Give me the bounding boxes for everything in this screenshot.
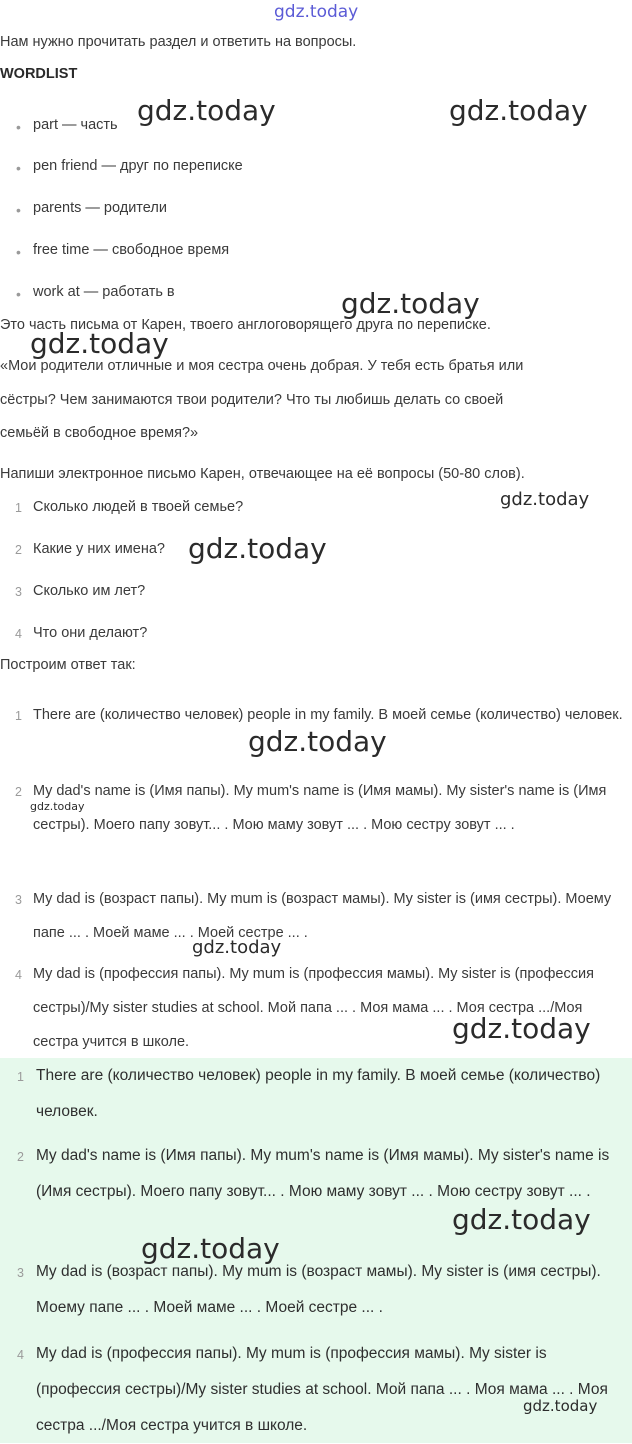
bullet-icon: • — [16, 119, 21, 135]
item-number: 3 — [15, 585, 22, 599]
wordlist-item: parents — родители — [33, 200, 167, 216]
plan-item-text: My dad is (профессия папы). My mum is (профессия мамы). My sister is (профессия сестры)/My sister studies at school. Мой папа ... . Моя мама ... . Моя сестра .../Моя сестра учится в школе. — [33, 966, 594, 1050]
item-number: 1 — [17, 1070, 24, 1084]
answer-block — [0, 1058, 632, 1443]
intro-text: Нам нужно прочитать раздел и ответить на вопросы. — [0, 34, 357, 50]
plan-item-text: My dad's name is (Имя папы). My mum's name is (Имя мамы). My sister's name is (Имя сестры). Моего папу зовут... . Мою маму зовут ... . Мою сестру зовут ... . — [33, 783, 607, 833]
letter-line: семьёй в свободное время?» — [0, 425, 199, 441]
bullet-icon: • — [16, 286, 21, 302]
task-text: Напиши электронное письмо Карен, отвечающее на её вопросы (50-80 слов). — [0, 466, 525, 482]
plan-title: Построим ответ так: — [0, 657, 136, 673]
watermark: gdz.today — [523, 1397, 598, 1415]
letter-line: сёстры? Чем занимаются твои родители? Что ты любишь делать со своей — [0, 392, 504, 408]
plan-item-text: My dad is (возраст папы). My mum is (возраст мамы). My sister is (имя сестры). Моему папе ... . Моей маме ... . Моей сестре ... . — [33, 891, 612, 941]
item-number: 2 — [15, 785, 22, 799]
item-number: 2 — [15, 543, 22, 557]
watermark: gdz.today — [141, 1232, 280, 1265]
answer-item-text: My dad is (возраст папы). My mum is (возраст мамы). My sister is (имя сестры). Моему папе ... . Моей маме ... . Моей сестре ... . — [36, 1263, 601, 1316]
letter-intro: Это часть письма от Карен, твоего англоговорящего друга по переписке. — [0, 317, 491, 333]
bullet-icon: • — [16, 160, 21, 176]
item-number: 1 — [15, 709, 22, 723]
item-number: 3 — [17, 1266, 24, 1280]
watermark: gdz.today — [449, 94, 588, 127]
question-text: Сколько им лет? — [33, 583, 146, 599]
question-text: Сколько людей в твоей семье? — [33, 499, 244, 515]
item-number: 3 — [15, 893, 22, 907]
bullet-icon: • — [16, 202, 21, 218]
question-text: Что они делают? — [33, 625, 148, 641]
item-number: 1 — [15, 501, 22, 515]
item-number: 4 — [15, 627, 22, 641]
watermark: gdz.today — [500, 489, 590, 510]
answer-item-text: My dad is (профессия папы). My mum is (профессия мамы). My sister is (профессия сестры)/My sister studies at school. Мой папа ... . Моя мама ... . Моя сестра .../Моя сестра учится в школе. — [36, 1345, 608, 1434]
letter-line: «Мои родители отличные и моя сестра очень добрая. У тебя есть братья или — [0, 358, 524, 374]
item-number: 4 — [17, 1348, 24, 1362]
wordlist-item: pen friend — друг по переписке — [33, 158, 243, 174]
watermark: gdz.today — [248, 725, 387, 758]
item-number: 4 — [15, 968, 22, 982]
watermark: gdz.today — [188, 532, 327, 565]
answer-item-text: My dad's name is (Имя папы). My mum's name is (Имя мамы). My sister's name is (Имя сестры). Моего папу зовут... . Мою маму зовут ... . Мою сестру зовут ... . — [36, 1147, 610, 1200]
wordlist-item: part — часть — [33, 117, 118, 133]
wordlist-item: free time — свободное время — [33, 242, 230, 258]
wordlist-item: work at — работать в — [33, 284, 175, 300]
bullet-icon: • — [16, 244, 21, 260]
watermark: gdz.today — [30, 800, 85, 813]
watermark: gdz.today — [192, 937, 282, 958]
watermark: gdz.today — [452, 1203, 591, 1236]
wordlist-title: WORDLIST — [0, 66, 78, 82]
watermark: gdz.today — [137, 94, 276, 127]
question-text: Какие у них имена? — [33, 541, 165, 557]
watermark: gdz.today — [452, 1012, 591, 1045]
answer-item-text: There are (количество человек) people in my family. В моей семье (количество) человек. — [36, 1067, 601, 1120]
item-number: 2 — [17, 1150, 24, 1164]
watermark: gdz.today — [341, 287, 480, 320]
watermark-top: gdz.today — [274, 2, 359, 22]
watermark: gdz.today — [30, 327, 169, 360]
plan-item-text: There are (количество человек) people in my family. В моей семье (количество) человек. — [33, 707, 623, 723]
